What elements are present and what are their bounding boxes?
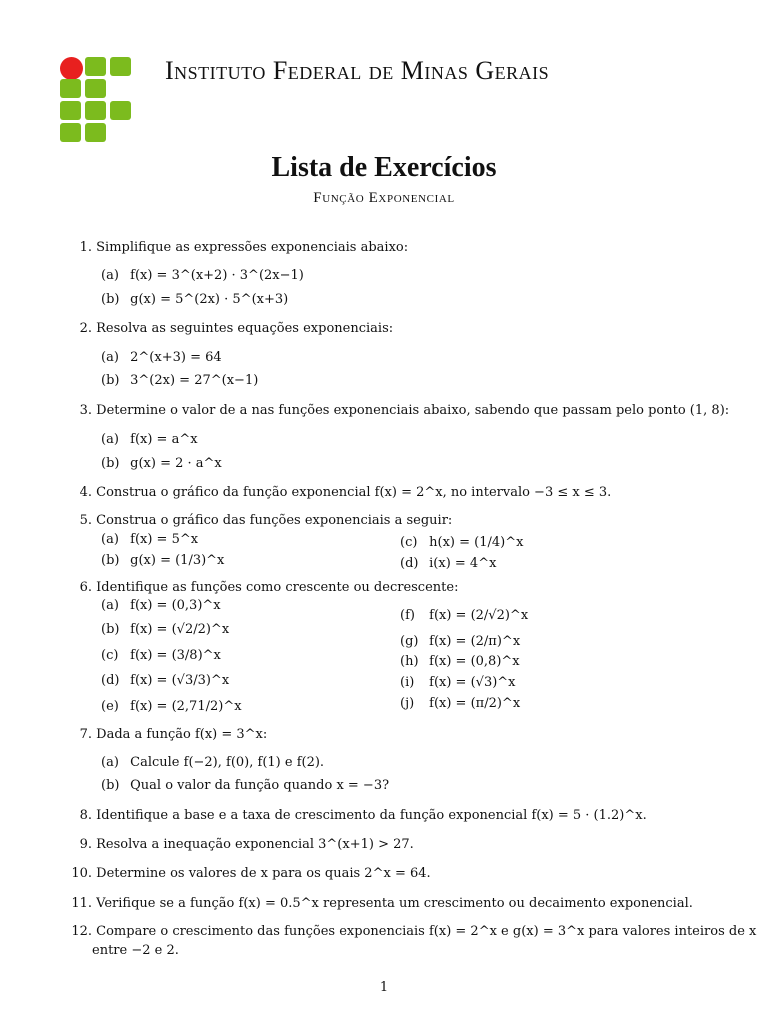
item-expression: f(x) = (2/√2)^x: [429, 608, 529, 623]
ifmg-logo: [60, 57, 132, 141]
item-label: (a): [101, 268, 119, 283]
question-text: Construa o gráfico da função exponencial f(x) = 2^x, no intervalo −3 ≤ x ≤ 3.: [96, 485, 612, 500]
logo-square: [85, 79, 106, 98]
logo-square: [60, 79, 81, 98]
question-8: [64, 808, 647, 823]
item-7b: [101, 778, 389, 793]
item-label: (a): [101, 598, 119, 613]
item-expression: f(x) = (0,8)^x: [429, 654, 520, 669]
logo-square: [85, 101, 106, 120]
question-text: Identifique a base e a taxa de crescimento da função exponencial f(x) = 5 · (1.2)^x.: [96, 808, 647, 823]
logo-square: [110, 57, 131, 76]
question-5: [64, 513, 452, 528]
question-number: 6.: [79, 580, 92, 595]
logo-square: [60, 123, 81, 142]
item-6c: [101, 648, 221, 663]
item-expression: f(x) = (2/π)^x: [429, 634, 521, 649]
item-label: (f): [400, 608, 415, 623]
item-expression: f(x) = a^x: [130, 432, 198, 447]
question-number: 5.: [79, 513, 92, 528]
item-6e: [101, 699, 242, 714]
question-text: Construa o gráfico das funções exponenciais a seguir:: [96, 513, 453, 528]
question-number: 4.: [79, 485, 92, 500]
item-label: (b): [101, 373, 120, 388]
item-label: (d): [101, 673, 120, 688]
item-label: (b): [101, 622, 120, 637]
item-expression: f(x) = (0,3)^x: [130, 598, 221, 613]
question-text: Verifique se a função f(x) = 0.5^x representa um crescimento ou decaimento exponencial.: [96, 896, 693, 911]
item-label: (i): [400, 675, 415, 690]
item-expression: f(x) = (√3/3)^x: [130, 673, 230, 688]
item-expression: g(x) = (1/3)^x: [130, 553, 225, 568]
item-7a: [101, 755, 324, 770]
item-label: (d): [400, 556, 419, 571]
item-expression: 3^(2x) = 27^(x−1): [130, 373, 259, 388]
item-label: (b): [101, 778, 120, 793]
institution-name: Instituto Federal de Minas Gerais: [165, 56, 550, 85]
item-expression: g(x) = 5^(2x) · 5^(x+3): [130, 292, 289, 307]
question-text: Simplifique as expressões exponenciais abaixo:: [96, 240, 409, 255]
logo-square: [60, 101, 81, 120]
question-text: Resolva as seguintes equações exponenciais:: [96, 321, 394, 336]
item-expression: g(x) = 2 · a^x: [130, 456, 222, 471]
page-title: Lista de Exercícios: [271, 152, 497, 183]
item-3a: [101, 432, 198, 447]
item-5b: [101, 553, 224, 568]
logo-red-circle: [60, 57, 83, 80]
logo-square: [85, 57, 106, 76]
item-expression: f(x) = 5^x: [130, 532, 199, 547]
question-number: 11.: [71, 896, 92, 911]
question-text: Compare o crescimento das funções exponenciais f(x) = 2^x e g(x) = 3^x para valores inteiros de x: [96, 924, 757, 939]
item-label: (g): [400, 634, 419, 649]
question-number: 8.: [79, 808, 92, 823]
item-6j: [400, 696, 520, 711]
item-5d: [400, 556, 496, 571]
item-6i: [400, 675, 516, 690]
item-2a: [101, 350, 222, 365]
question-12-continuation: entre −2 e 2.: [92, 943, 179, 958]
question-6: [64, 580, 458, 595]
item-label: (e): [101, 699, 119, 714]
item-6f: [400, 608, 528, 623]
logo-square: [85, 123, 106, 142]
item-2b: [101, 373, 258, 388]
question-text: Dada a função f(x) = 3^x:: [96, 727, 268, 742]
question-text: Determine o valor de a nas funções exponenciais abaixo, sabendo que passam pelo ponto (1, 8):: [96, 403, 730, 418]
item-expression: 2^(x+3) = 64: [130, 350, 222, 365]
item-expression: i(x) = 4^x: [429, 556, 497, 571]
question-12: [64, 924, 756, 939]
question-text: Resolva a inequação exponencial 3^(x+1) > 27.: [96, 837, 414, 852]
item-expression: f(x) = (3/8)^x: [130, 648, 221, 663]
item-label: (b): [101, 456, 120, 471]
question-text: Identifique as funções como crescente ou decrescente:: [96, 580, 459, 595]
item-label: (a): [101, 432, 119, 447]
item-expression: Calcule f(−2), f(0), f(1) e f(2).: [130, 755, 325, 770]
item-expression: Qual o valor da função quando x = −3?: [130, 778, 390, 793]
question-4: [64, 485, 611, 500]
item-label: (j): [400, 696, 415, 711]
item-label: (b): [101, 292, 120, 307]
item-label: (a): [101, 532, 119, 547]
question-number: 9.: [79, 837, 92, 852]
page-number: 1: [379, 980, 389, 995]
item-1b: [101, 292, 288, 307]
item-expression: f(x) = (√3)^x: [429, 675, 516, 690]
item-expression: f(x) = (π/2)^x: [429, 696, 521, 711]
question-9: [64, 837, 414, 852]
item-expression: f(x) = 3^(x+2) · 3^(2x−1): [130, 268, 304, 283]
question-number: 1.: [79, 240, 92, 255]
item-5a: [101, 532, 198, 547]
question-number: 12.: [71, 924, 92, 939]
item-label: (b): [101, 553, 120, 568]
question-1: [64, 240, 408, 255]
question-number: 2.: [79, 321, 92, 336]
question-3: [64, 403, 729, 418]
item-expression: f(x) = (√2/2)^x: [130, 622, 230, 637]
question-2: [64, 321, 393, 336]
item-label: (c): [400, 535, 418, 550]
item-6d: [101, 673, 229, 688]
item-expression: f(x) = (2,71/2)^x: [130, 699, 242, 714]
logo-square: [110, 101, 131, 120]
item-5c: [400, 535, 523, 550]
item-6g: [400, 634, 520, 649]
question-number: 10.: [71, 866, 92, 881]
item-6h: [400, 654, 520, 669]
page-subtitle: Função Exponencial: [313, 190, 455, 206]
item-label: (a): [101, 755, 119, 770]
item-label: (a): [101, 350, 119, 365]
item-6b: [101, 622, 229, 637]
question-10: [64, 866, 431, 881]
item-1a: [101, 268, 304, 283]
question-text: Determine os valores de x para os quais 2^x = 64.: [96, 866, 431, 881]
question-number: 3.: [79, 403, 92, 418]
question-11: [64, 896, 693, 911]
item-6a: [101, 598, 221, 613]
item-expression: h(x) = (1/4)^x: [429, 535, 524, 550]
question-number: 7.: [79, 727, 92, 742]
item-3b: [101, 456, 222, 471]
question-7: [64, 727, 267, 742]
item-label: (h): [400, 654, 419, 669]
item-label: (c): [101, 648, 119, 663]
